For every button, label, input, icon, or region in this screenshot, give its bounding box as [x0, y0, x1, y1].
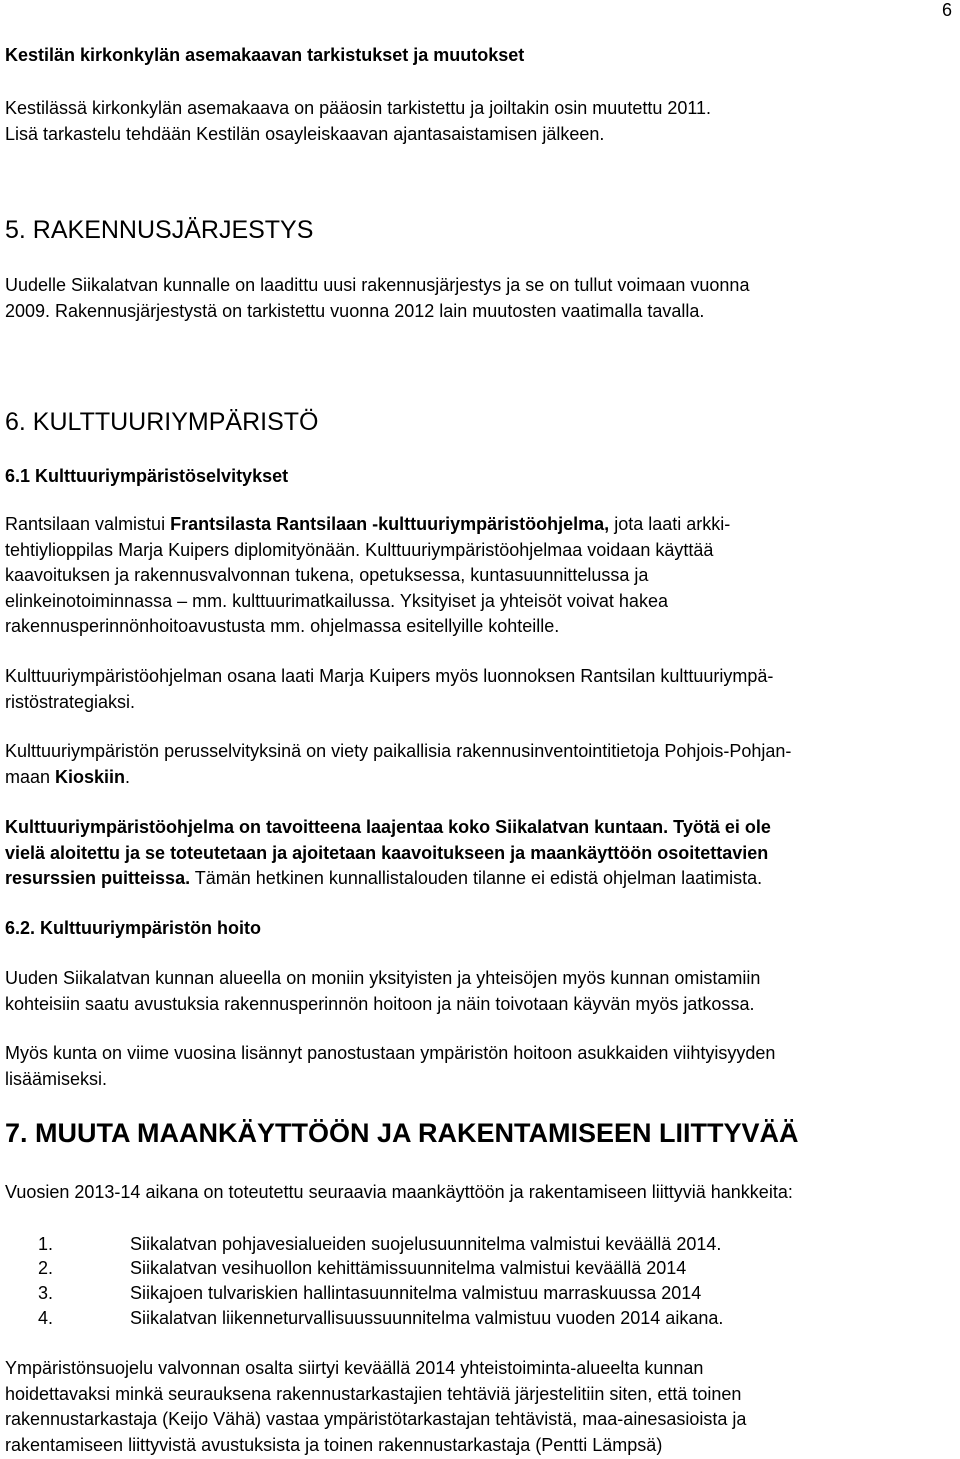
text-line: hoidettavaksi minkä seurauksena rakennustarkastajien tehtäviä järjestelitiin siten, että toinen	[5, 1383, 742, 1404]
text-line: kohteisiin saatu avustuksia rakennusperinnön hoitoon ja näin toivotaan käyvän myös jatkossa.	[5, 993, 755, 1014]
text-line: Ympäristönsuojelu valvonnan osalta siirtyi keväällä 2014 yhteistoiminta-alueelta kunnan	[5, 1358, 704, 1378]
list-item-number: 3.	[38, 1283, 54, 1303]
kioski-name: Kioskiin	[55, 766, 126, 787]
text-line: Lisä tarkastelu tehdään Kestilän osayleiskaavan ajantasaistamisen jälkeen.	[5, 123, 605, 144]
text-line: Kulttuuriympäristöohjelman osana laati Marja Kuipers myös luonnoksen Rantsilan kulttuuriympä-	[5, 666, 774, 686]
section-6-heading: 6. KULTTUURIYMPÄRISTÖ	[5, 408, 319, 436]
section-5-paragraph	[5, 273, 957, 324]
text-line: Myös kunta on viime vuosina lisännyt panostustaan ympäristön hoitoon asukkaiden viihtyisyyden	[5, 1043, 776, 1063]
section-6-paragraph-6	[5, 1041, 957, 1092]
text-run: Tämän hetkinen kunnallistalouden tilanne ei edistä ohjelman laatimista.	[190, 868, 763, 888]
text-run: resurssien puitteissa.	[5, 868, 191, 888]
text-line: ristöstrategiaksi.	[5, 691, 136, 712]
list-item: Siikalatvan pohjavesialueiden suojelusuunnitelma valmistui keväällä 2014.	[130, 1234, 722, 1254]
subsection-6-2-heading: 6.2. Kulttuuriympäristön hoito	[5, 918, 262, 938]
text-line: vielä aloitettu ja se toteutetaan ja ajoitetaan kaavoitukseen ja maankäyttöön osoitettavien	[5, 842, 769, 863]
section-6-paragraph-1	[5, 512, 957, 640]
section-6-paragraph-3	[5, 739, 957, 790]
text-line: rakennustarkastaja (Keijo Vähä) vastaa ympäristötarkastajan tehtävistä, maa-ainesasioista ja	[5, 1409, 747, 1429]
kestila-paragraph	[5, 96, 957, 147]
section-7-intro: Vuosien 2013-14 aikana on toteutettu seuraavia maankäyttöön ja rakentamiseen liittyviä hankkeita:	[5, 1182, 793, 1202]
list-item: Siikalatvan vesihuollon kehittämissuunnitelma valmistui keväällä 2014	[130, 1258, 687, 1278]
kestila-heading: Kestilän kirkonkylän asemakaavan tarkistukset ja muutokset	[5, 45, 525, 65]
text-line: tehtiylioppilas Marja Kuipers diplomityönään. Kulttuuriympäristöohjelmaa voidaan käyttää	[5, 539, 714, 560]
text-line: elinkeinotoiminnassa – mm. kulttuurimatkailussa. Yksityiset ja yhteisöt voivat hakea	[5, 590, 668, 611]
list-item: Siikajoen tulvariskien hallintasuunnitelma valmistuu marraskuussa 2014	[130, 1283, 702, 1303]
section-7-heading: 7. MUUTA MAANKÄYTTÖÖN JA RAKENTAMISEEN LIITTYVÄÄ	[5, 1118, 799, 1148]
section-6-paragraph-5	[5, 966, 957, 1017]
text-line: Kestilässä kirkonkylän asemakaava on pääosin tarkistettu ja joiltakin osin muutettu 2011.	[5, 98, 712, 118]
text-line: rakennusperinnönhoitoavustusta mm. ohjelmassa esitellyille kohteille.	[5, 616, 560, 636]
text-line: kaavoituksen ja rakennusvalvonnan tukena, opetuksessa, kuntasuunnittelussa ja	[5, 565, 649, 585]
section-5-heading: 5. RAKENNUSJÄRJESTYS	[5, 216, 314, 244]
section-6-paragraph-2	[5, 664, 957, 715]
subsection-6-1-heading: 6.1 Kulttuuriympäristöselvitykset	[5, 466, 289, 486]
section-6-paragraph-4	[5, 815, 957, 892]
text-run: jota laati arkki-	[609, 514, 731, 534]
page-number: 6	[941, 0, 952, 20]
program-name: Frantsilasta Rantsilaan -kulttuuriympäristöohjelma,	[170, 514, 610, 534]
text-line: lisäämiseksi.	[5, 1068, 108, 1089]
text-line: 2009. Rakennusjärjestystä on tarkistettu vuonna 2012 lain muutosten vaatimalla tavalla.	[5, 300, 705, 321]
text-line: Kulttuuriympäristöohjelma on tavoitteena laajentaa koko Siikalatvan kuntaan. Työtä ei ole	[5, 817, 771, 837]
list-item-number: 1.	[38, 1234, 54, 1254]
text-line: Kulttuuriympäristön perusselvityksinä on viety paikallisia rakennusinventointitietoja Pohjois-Pohjan-	[5, 741, 792, 761]
text-line: Uudelle Siikalatvan kunnalle on laadittu uusi rakennusjärjestys ja se on tullut voimaan vuonna	[5, 275, 750, 295]
text-line: Uuden Siikalatvan kunnan alueella on moniin yksityisten ja yhteisöjen myös kunnan omistamiin	[5, 968, 761, 988]
text-run: .	[125, 766, 131, 787]
text-run: maan	[5, 766, 56, 787]
list-item-number: 4.	[38, 1308, 54, 1328]
list-item: Siikalatvan liikenneturvallisuussuunnitelma valmistuu vuoden 2014 aikana.	[130, 1308, 724, 1328]
list-item-number: 2.	[38, 1258, 54, 1278]
text-run: Rantsilaan valmistui	[5, 514, 171, 534]
text-line: rakentamiseen liittyvistä avustuksista ja toinen rakennustarkastaja (Pentti Lämpsä)	[5, 1434, 663, 1455]
section-7-closing-paragraph	[5, 1356, 957, 1458]
